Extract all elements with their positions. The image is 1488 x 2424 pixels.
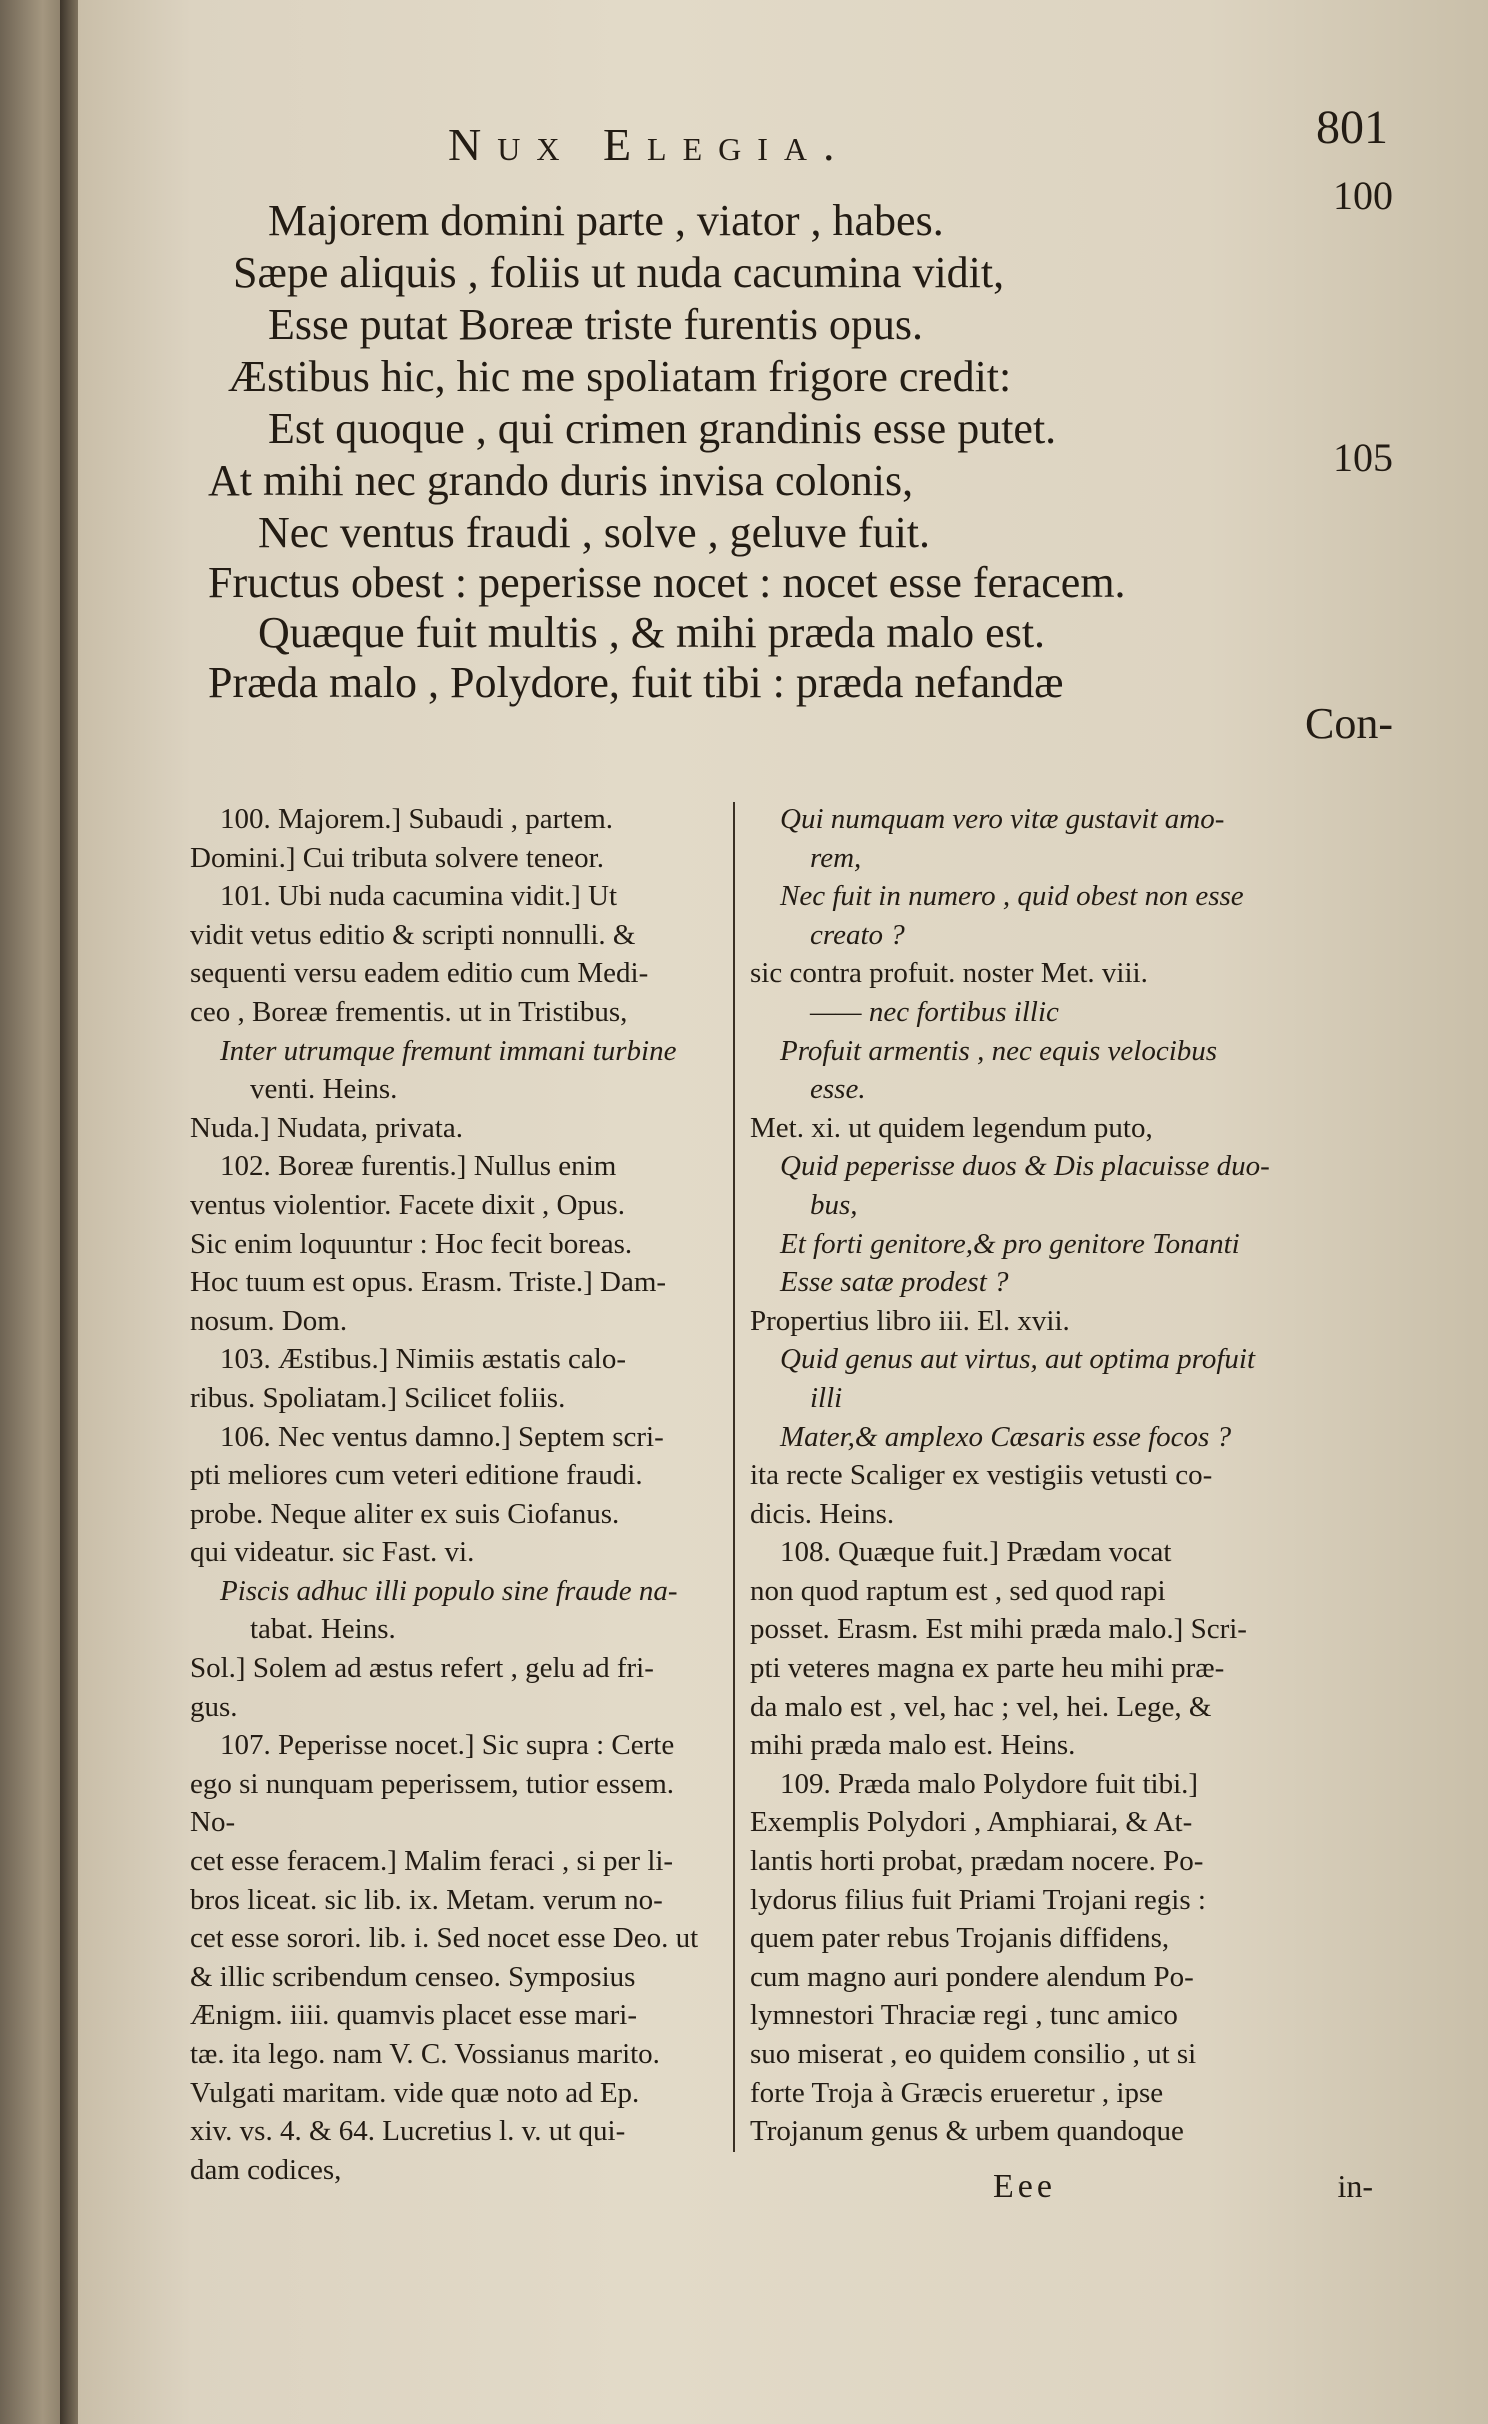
note-line: xiv. vs. 4. & 64. Lucretius l. v. ut qui-	[190, 2115, 626, 2148]
note-line: Qui numquam vero vitæ gustavit amo-	[780, 803, 1225, 835]
note-line: Quid peperisse duos & Dis placuisse duo-	[780, 1150, 1270, 1183]
note-line: cum magno auri pondere alendum Po-	[750, 1960, 1194, 1993]
note-line: nosum. Dom.	[190, 1304, 348, 1337]
note-line: Sol.] Solem ad æstus refert , gelu ad fri-	[190, 1652, 654, 1685]
note-line: Piscis adhuc illi populo sine fraude na-	[220, 1574, 678, 1607]
note-line: cet esse feracem.] Malim feraci , si per li-	[190, 1845, 674, 1878]
note-line: Mater,& amplexo Cæsaris esse focos ?	[780, 1420, 1232, 1453]
note-line: qui videatur. sic Fast. vi.	[190, 1536, 475, 1569]
note-line: 106. Nec ventus damno.] Septem scri-	[220, 1420, 664, 1453]
note-line: Nec fuit in numero , quid obest non esse	[780, 880, 1244, 913]
note-line: da malo est , vel, hac ; vel, hei. Lege, &	[750, 1690, 1212, 1723]
note-line: quem pater rebus Trojanis diffidens,	[750, 1922, 1170, 1955]
note-line: 100. Majorem.] Subaudi , partem.	[220, 803, 614, 835]
note-line: rem,	[810, 841, 862, 874]
note-line: 101. Ubi nuda cacumina vidit.] Ut	[220, 880, 618, 913]
note-line: bus,	[810, 1188, 858, 1221]
note-line: Exemplis Polydori , Amphiarai, & At-	[750, 1806, 1193, 1839]
note-line: Sic enim loquuntur : Hoc fecit boreas.	[190, 1227, 633, 1260]
note-line: Domini.] Cui tributa solvere teneor.	[190, 841, 604, 874]
note-line: suo miserat , eo quidem consilio , ut si	[750, 2038, 1197, 2070]
note-line: Quid genus aut virtus, aut optima profuit	[780, 1343, 1256, 1376]
poem-line: Æstibus hic, hic me spoliatam frigore credit:	[228, 352, 1012, 401]
note-line: 103. Æstibus.] Nimiis æstatis calo-	[220, 1343, 626, 1376]
note-line: Inter utrumque fremunt immani turbine	[220, 1034, 677, 1067]
poem-line: Fructus obest : peperisse nocet : nocet esse feracem.	[208, 558, 1126, 607]
poem-line: Esse putat Boreæ triste furentis opus.	[268, 300, 924, 349]
note-line: & illic scribendum censeo. Symposius	[190, 1960, 636, 1993]
note-line: 107. Peperisse nocet.] Sic supra : Certe	[220, 1729, 675, 1762]
note-line: ita recte Scaliger ex vestigiis vetusti co-	[750, 1459, 1213, 1492]
verse-number: 100	[1333, 173, 1393, 218]
note-line: ventus violentior. Facete dixit , Opus.	[190, 1188, 625, 1221]
signature-mark: Eee	[993, 2168, 1056, 2205]
poem-line: Est quoque , qui crimen grandinis esse putet.	[268, 404, 1057, 453]
note-line: Esse satæ prodest ?	[780, 1266, 1009, 1299]
note-line: venti. Heins.	[250, 1073, 398, 1106]
footer-catchword: in-	[1337, 2168, 1373, 2204]
note-line: Trojanum genus & urbem quandoque	[750, 2115, 1184, 2148]
note-line: mihi præda malo est. Heins.	[750, 1729, 1076, 1762]
note-line: Propertius libro iii. El. xvii.	[750, 1304, 1070, 1337]
note-line: Ænigm. iiii. quamvis placet esse mari-	[190, 1999, 637, 2032]
note-line: illi	[810, 1381, 843, 1414]
note-line: 108. Quæque fuit.] Prædam vocat	[780, 1536, 1172, 1569]
poem-line: At mihi nec grando duris invisa colonis,	[208, 456, 914, 505]
note-line: probe. Neque aliter ex suis Ciofanus.	[190, 1497, 620, 1530]
note-line: 102. Boreæ furentis.] Nullus enim	[220, 1150, 617, 1183]
catchword: Con-	[1305, 699, 1393, 748]
notes-right-column	[750, 800, 1390, 2151]
note-line: Nuda.] Nudata, privata.	[190, 1111, 463, 1144]
running-head: Nux Elegia.	[448, 119, 851, 170]
column-rule	[733, 802, 735, 2152]
note-line: tabat. Heins.	[250, 1613, 396, 1646]
note-line: Met. xi. ut quidem legendum puto,	[750, 1111, 1153, 1144]
note-line: Vulgati maritam. vide quæ noto ad Ep.	[190, 2076, 640, 2109]
note-line: non quod raptum est , sed quod rapi	[750, 1574, 1166, 1607]
page-number: 801	[1316, 101, 1388, 154]
note-line: lydorus filius fuit Priami Trojani regis :	[750, 1883, 1206, 1916]
note-line: ego si nunquam peperissem, tutior essem. No-	[190, 1767, 675, 1839]
note-line: sequenti versu eadem editio cum Medi-	[190, 957, 649, 990]
book-page	[78, 0, 1488, 2424]
note-line: creato ?	[810, 918, 905, 951]
verse-number: 105	[1333, 435, 1393, 480]
note-line: Profuit armentis , nec equis velocibus	[780, 1034, 1218, 1067]
note-line: tæ. ita lego. nam V. C. Vossianus marito.	[190, 2038, 660, 2070]
poem-line: Sæpe aliquis , foliis ut nuda cacumina vidit,	[233, 248, 1005, 297]
note-line: 109. Præda malo Polydore fuit tibi.]	[780, 1767, 1199, 1800]
note-line: dam codices,	[190, 2153, 342, 2186]
note-line: sic contra profuit. noster Met. viii.	[750, 957, 1148, 990]
note-line: pti meliores cum veteri editione fraudi.	[190, 1459, 643, 1492]
note-line: esse.	[810, 1073, 866, 1106]
note-line: Et forti genitore,& pro genitore Tonanti	[780, 1227, 1240, 1260]
notes-left-column	[190, 800, 720, 2189]
note-line: —— nec fortibus illic	[810, 995, 1059, 1028]
note-line: ribus. Spoliatam.] Scilicet foliis.	[190, 1381, 566, 1414]
note-line: forte Troja à Græcis erueretur , ipse	[750, 2076, 1164, 2109]
note-line: Hoc tuum est opus. Erasm. Triste.] Dam-	[190, 1266, 667, 1299]
note-line: lymnestori Thraciæ regi , tunc amico	[750, 1999, 1178, 2032]
poem-line: Nec ventus fraudi , solve , geluve fuit.	[258, 508, 931, 557]
poem-line: Quæque fuit multis , & mihi præda malo est.	[258, 608, 1046, 657]
note-line: cet esse sorori. lib. i. Sed nocet esse Deo. ut	[190, 1922, 699, 1955]
note-line: vidit vetus editio & scripti nonnulli. &	[190, 918, 636, 951]
note-line: pti veteres magna ex parte heu mihi præ-	[750, 1652, 1225, 1685]
note-line: gus.	[190, 1690, 238, 1723]
poem-line: Majorem domini parte , viator , habes.	[268, 196, 944, 245]
note-line: bros liceat. sic lib. ix. Metam. verum no-	[190, 1883, 663, 1916]
note-line: posset. Erasm. Est mihi præda malo.] Scri-	[750, 1613, 1247, 1646]
poem-line: Præda malo , Polydore, fuit tibi : præda nefandæ	[208, 658, 1064, 707]
note-line: lantis horti probat, prædam nocere. Po-	[750, 1845, 1204, 1878]
note-line: dicis. Heins.	[750, 1497, 895, 1530]
note-line: ceo , Boreæ frementis. ut in Tristibus,	[190, 995, 628, 1028]
